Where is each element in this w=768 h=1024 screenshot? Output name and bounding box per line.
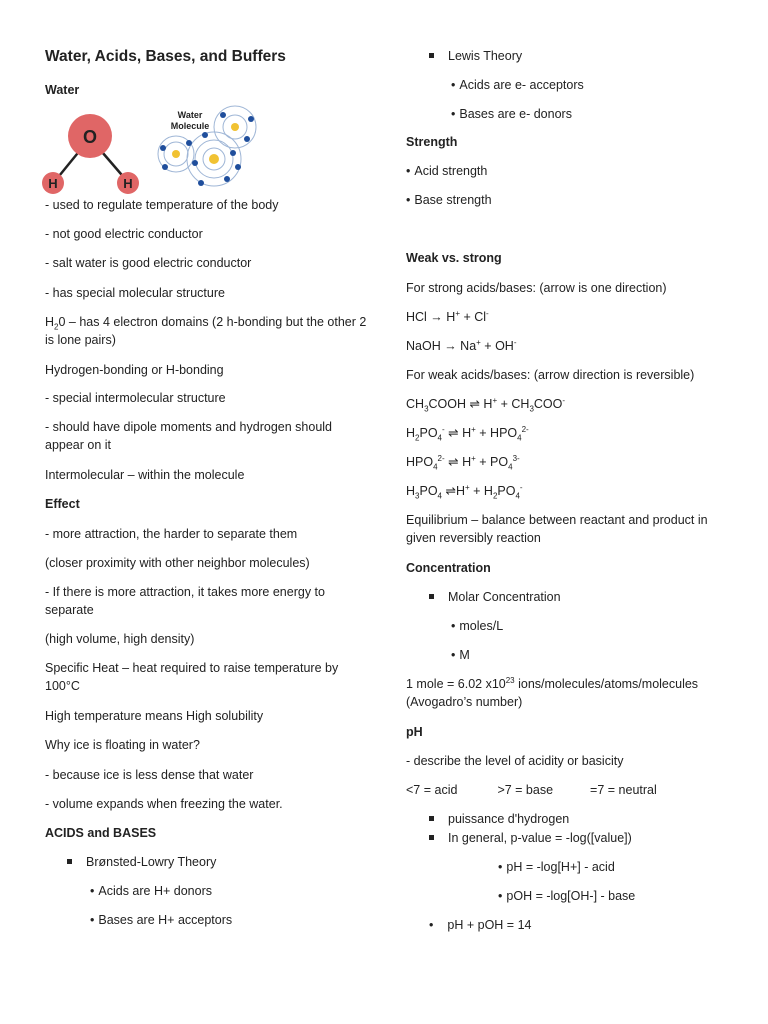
list-item-label: Bases are e- donors — [459, 107, 572, 121]
list-item-label: pH + pOH = 14 — [447, 918, 532, 932]
list-item-label: puissance d'hydrogen — [448, 812, 570, 826]
subscript: 2 — [54, 322, 59, 332]
list-item-label: Brønsted-Lowry Theory — [86, 855, 217, 869]
bullet-icon: • — [429, 918, 434, 932]
text-fragment: CH — [406, 397, 425, 411]
text-fragment: HCl → H — [406, 310, 456, 324]
text-fragment: ⇌ H — [444, 455, 472, 469]
text-fragment: H — [45, 315, 55, 329]
concentration-heading: Concentration — [406, 561, 491, 575]
bullet-icon: • — [90, 913, 95, 927]
equation-line — [406, 308, 489, 326]
equation-line — [406, 395, 565, 413]
text-line: - used to regulate temperature of the body — [45, 198, 279, 212]
text-line: (high volume, high density) — [45, 632, 195, 646]
water-molecule-label-2: Molecule — [170, 121, 210, 131]
text-fragment: + CH — [497, 397, 530, 411]
superscript: + — [492, 395, 498, 405]
superscript: + — [476, 337, 481, 347]
text-line: High temperature means High solubility — [45, 709, 264, 723]
text-line: - describe the level of acidity or basicity — [406, 754, 624, 768]
text-fragment: H — [406, 426, 416, 440]
text-line — [406, 675, 731, 711]
list-item — [429, 588, 561, 606]
text-line: Specific Heat – heat required to raise temperature by 100°C — [45, 661, 339, 693]
text-fragment: ions/molecules/atoms/molecules (Avogadro’s number) — [406, 677, 699, 709]
bullet-icon: • — [406, 193, 411, 207]
list-item-label: Bases are H+ acceptors — [98, 913, 233, 927]
square-bullet-icon — [429, 835, 434, 840]
list-item-label: In general, p-value = -log([value]) — [448, 831, 632, 845]
ph-scale-line — [406, 781, 657, 799]
list-item — [429, 47, 522, 65]
page-title: Water, Acids, Bases, and Buffers — [45, 48, 286, 65]
text-fragment: + PO — [475, 455, 509, 469]
bullet-icon: • — [451, 619, 456, 633]
subscript: 4 — [433, 462, 438, 472]
ph-acid-label: <7 = acid — [406, 783, 458, 797]
hydrogen-label: H — [123, 176, 133, 191]
text-fragment: PO — [497, 484, 516, 498]
subscript: 4 — [517, 433, 522, 443]
weak-strong-heading: Weak vs. strong — [406, 251, 502, 265]
square-bullet-icon — [429, 816, 434, 821]
oxygen-label: O — [82, 127, 98, 147]
text-fragment: PO — [419, 426, 438, 440]
text-fragment: NaOH → Na — [406, 339, 477, 353]
list-item-label: moles/L — [459, 619, 504, 633]
list-item — [451, 76, 584, 94]
list-item — [498, 858, 615, 876]
superscript: + — [471, 453, 476, 463]
acids-bases-heading: ACIDS and BASES — [45, 826, 157, 840]
list-item — [451, 646, 470, 664]
list-item-label: Acid strength — [414, 164, 488, 178]
water-heading: Water — [45, 83, 80, 97]
text-fragment: ⇌H — [442, 484, 465, 498]
superscript: + — [464, 482, 470, 492]
equation-line — [406, 453, 520, 471]
list-item-label: pH = -log[H+] - acid — [506, 860, 615, 874]
superscript: - — [519, 482, 523, 492]
text-line: - If there is more attraction, it takes more energy to separate — [45, 585, 325, 617]
text-line: - more attraction, the harder to separate them — [45, 527, 298, 541]
superscript: - — [442, 424, 445, 434]
list-item — [451, 105, 572, 123]
list-item-label: Acids are H+ donors — [98, 884, 212, 898]
effect-heading: Effect — [45, 497, 80, 511]
text-fragment: H — [406, 484, 416, 498]
bullet-icon: • — [451, 107, 456, 121]
subscript: 3 — [424, 404, 429, 414]
text-fragment: ⇌ H — [444, 426, 472, 440]
superscript: 3- — [512, 453, 520, 463]
electron-shells — [158, 106, 256, 186]
subscript: 4 — [437, 433, 442, 443]
text-line: - should have dipole moments and hydrogen should appear on it — [45, 420, 332, 452]
superscript: 23 — [505, 675, 515, 685]
text-line — [45, 313, 370, 349]
ph-neutral-label: =7 = neutral — [590, 783, 657, 797]
text-line: - not good electric conductor — [45, 227, 203, 241]
bullet-icon: • — [406, 164, 411, 178]
text-fragment: COO — [533, 397, 563, 411]
list-item — [498, 887, 635, 905]
superscript: + — [471, 424, 476, 434]
text-line: Hydrogen-bonding or H-bonding — [45, 363, 224, 377]
list-item-label: Acids are e- acceptors — [459, 78, 584, 92]
list-item — [429, 916, 531, 934]
subscript: 4 — [437, 491, 442, 501]
text-line: For weak acids/bases: (arrow direction is reversible) — [406, 368, 695, 382]
superscript: - — [513, 337, 517, 347]
list-item — [429, 810, 569, 828]
hydrogen-label: H — [48, 176, 58, 191]
square-bullet-icon — [67, 859, 72, 864]
square-bullet-icon — [429, 53, 434, 58]
text-fragment: HPO — [406, 455, 434, 469]
equation-line — [406, 337, 517, 355]
text-line: (closer proximity with other neighbor molecules) — [45, 556, 310, 570]
bullet-icon: • — [451, 78, 456, 92]
text-line: - salt water is good electric conductor — [45, 256, 252, 270]
text-fragment: + OH — [480, 339, 514, 353]
list-item — [406, 191, 492, 209]
text-line: Why ice is floating in water? — [45, 738, 200, 752]
bullet-icon: • — [451, 648, 456, 662]
water-molecule-figure — [35, 105, 265, 195]
equation-line — [406, 424, 529, 442]
superscript: - — [562, 395, 566, 405]
text-line: Equilibrium – balance between reactant and product in given reversibly reaction — [406, 513, 708, 545]
equation-line — [406, 482, 523, 500]
subscript: 3 — [415, 491, 420, 501]
list-item — [67, 853, 216, 871]
superscript: 2- — [521, 424, 529, 434]
text-line: Intermolecular – within the molecule — [45, 468, 245, 482]
superscript: + — [455, 308, 460, 318]
list-item — [429, 829, 632, 847]
text-fragment: + Cl — [459, 310, 487, 324]
bullet-icon: • — [498, 860, 503, 874]
text-fragment: 1 mole = 6.02 x10 — [406, 677, 506, 691]
superscript: - — [486, 308, 489, 318]
square-bullet-icon — [429, 594, 434, 599]
list-item-label: Molar Concentration — [448, 590, 561, 604]
text-fragment: 0 – has 4 electron domains (2 h-bonding but the other 2 is lone pairs) — [45, 315, 367, 347]
list-item-label: Base strength — [414, 193, 492, 207]
list-item — [90, 911, 232, 929]
text-fragment: + HPO — [475, 426, 518, 440]
subscript: 4 — [508, 462, 513, 472]
list-item-label: M — [459, 648, 470, 662]
text-line: - because ice is less dense that water — [45, 768, 254, 782]
list-item — [90, 882, 212, 900]
list-item-label: pOH = -log[OH-] - base — [506, 889, 636, 903]
text-line: - volume expands when freezing the water. — [45, 797, 283, 811]
subscript: 2 — [415, 433, 420, 443]
subscript: 2 — [492, 491, 498, 501]
subscript: 4 — [515, 491, 520, 501]
superscript: 2- — [437, 453, 445, 463]
bullet-icon: • — [90, 884, 95, 898]
list-item — [406, 162, 487, 180]
text-fragment: PO — [419, 484, 438, 498]
ph-base-label: >7 = base — [497, 783, 554, 797]
text-fragment: + H — [469, 484, 493, 498]
text-line: For strong acids/bases: (arrow is one direction) — [406, 281, 667, 295]
list-item — [451, 617, 503, 635]
strength-heading: Strength — [406, 135, 458, 149]
ph-heading: pH — [406, 725, 423, 739]
bullet-icon: • — [498, 889, 503, 903]
text-line: - has special molecular structure — [45, 286, 225, 300]
water-molecule-label-1: Water — [177, 110, 203, 120]
subscript: 3 — [529, 404, 534, 414]
text-line: - special intermolecular structure — [45, 391, 226, 405]
text-fragment: COOH ⇌ H — [428, 397, 493, 411]
list-item-label: Lewis Theory — [448, 49, 523, 63]
